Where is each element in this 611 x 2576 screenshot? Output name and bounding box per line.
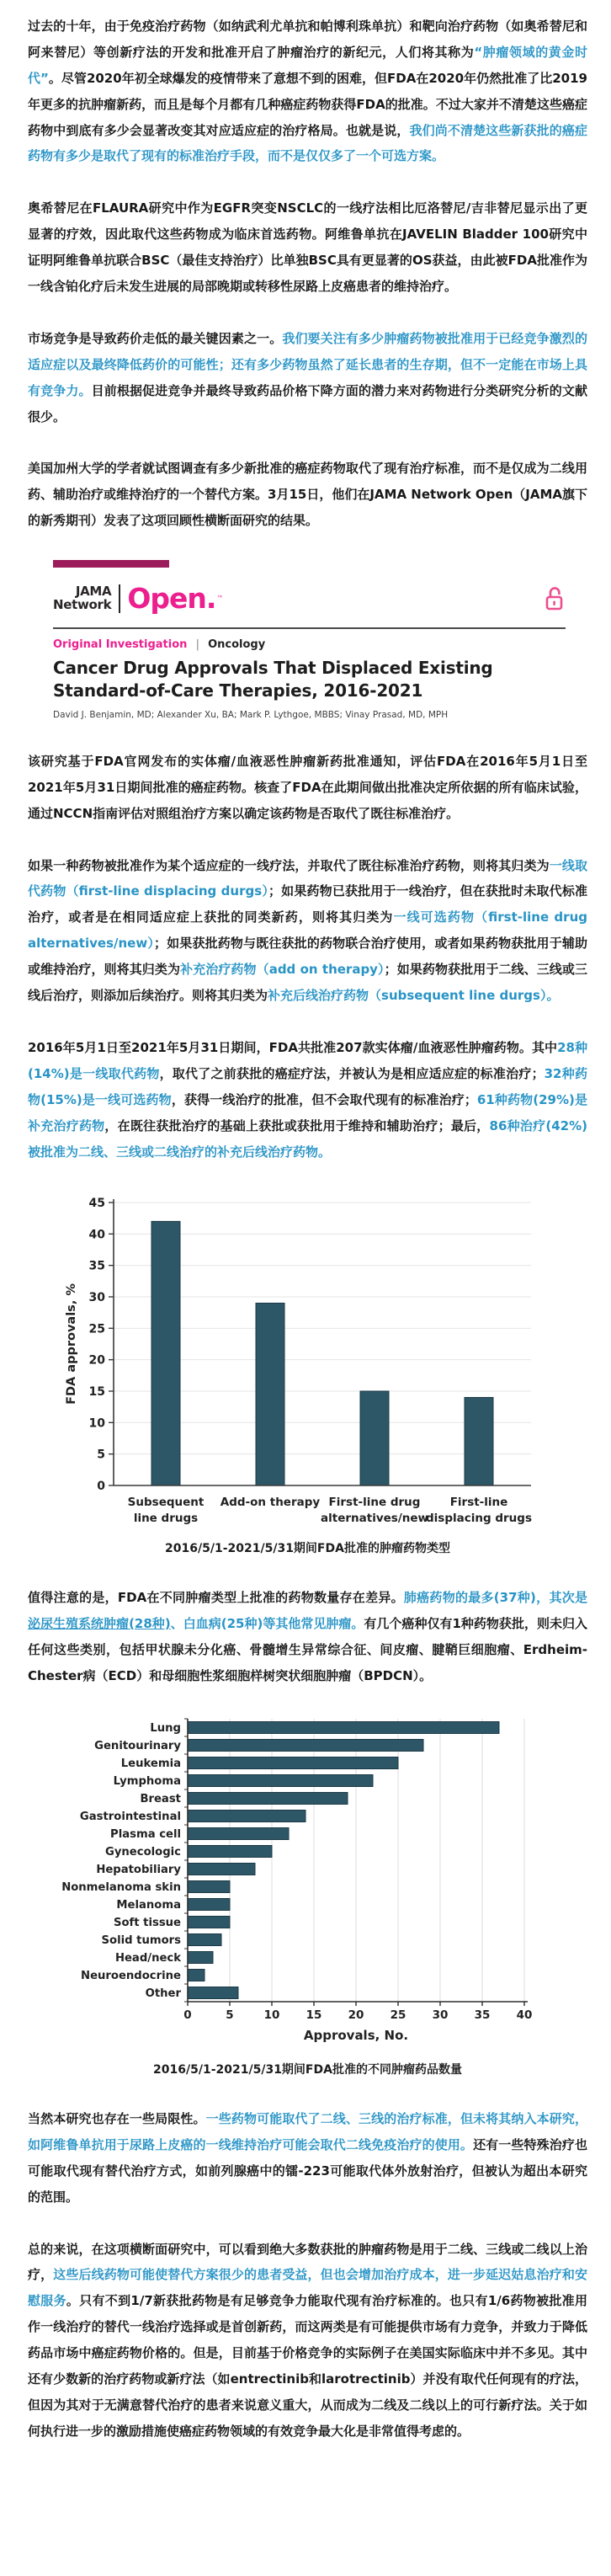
svg-text:line drugs: line drugs <box>133 1512 199 1526</box>
text-run: ；如果药物已获批用于一线治疗，但在获批时未取代标准治疗，或者是在相同适应症上获批的同类新药，则将其归类为 <box>28 883 587 925</box>
svg-text:40: 40 <box>516 2008 533 2022</box>
text-run: 泌尿生殖系统肿瘤(28种) <box>28 1616 171 1632</box>
text-run: 还有一些特殊治疗也可能取代现有替代治疗方式，如前列腺癌中的镭-223可能取代体外放射治疗，但被认为超出本研究的范围。 <box>28 2136 587 2205</box>
text-run: 61种药物(29%)是补充治疗药物 <box>28 1091 587 1133</box>
svg-text:10: 10 <box>88 1416 105 1431</box>
svg-text:Head/neck: Head/neck <box>114 1951 181 1965</box>
svg-text:30: 30 <box>88 1291 105 1305</box>
svg-text:0: 0 <box>183 2008 192 2022</box>
svg-text:25: 25 <box>88 1322 105 1336</box>
svg-text:Melanoma: Melanoma <box>116 1898 181 1912</box>
paragraph-examples <box>28 195 587 300</box>
text-run: ，在既往获批治疗的基础上获批或获批用于维持和辅助治疗；最后， <box>104 1117 490 1133</box>
text-run: ；如果获批药物与既往获批的药物联合治疗使用，或者如果药物获批用于辅助或维持治疗，则将其归类为 <box>28 936 587 978</box>
jama-logo-row <box>53 582 566 615</box>
svg-text:alternatives/new: alternatives/new <box>321 1512 428 1526</box>
text-run: “肿瘤领域的黄金时代” <box>28 44 587 86</box>
text-run: 总的来说，在这项横断面研究中，可以看到绝大多数获批的肿瘤药物是用于二线、三线或二线以上治疗， <box>28 2241 587 2283</box>
text-run: 一线取代药物（first-line displacing durgs） <box>28 857 587 899</box>
text-run: 一线可选药物（first-line drug alternatives/new） <box>28 909 587 952</box>
text-run: 86种治疗(42%)被批准为二线、三线或二线治疗的补充后线治疗药物。 <box>28 1117 587 1160</box>
figure1-caption: 2016/5/1-2021/5/31期间FDA批准的肿瘤药物类型 <box>165 1542 450 1556</box>
text-run: 32种药物(15%)是一线可选药物 <box>28 1065 587 1107</box>
article-category: Original Investigation <box>53 638 188 652</box>
text-run: 2016年5月1日至2021年5月31日期间，FDA共批准207款实体瘤/血液恶性肿瘤药物。其中 <box>28 1039 558 1055</box>
svg-text:Genitourinary: Genitourinary <box>94 1739 181 1752</box>
svg-text:Hepatobiliary: Hepatobiliary <box>96 1863 181 1876</box>
text-run: 补充治疗药物（add on therapy） <box>180 962 385 978</box>
svg-text:35: 35 <box>88 1260 105 1274</box>
svg-text:Nonmelanoma skin: Nonmelanoma skin <box>61 1880 181 1894</box>
text-run: 过去的十年，由于免疫治疗药物（如纳武利尤单抗和帕博利珠单抗）和靶向治疗药物（如奥希替尼和阿来替尼）等创新疗法的开发和批准开启了肿瘤治疗的新纪元，人们将其称为 <box>28 19 587 60</box>
tumor-type-approvals-bar-chart <box>61 1715 602 2049</box>
svg-text:Approvals, No.: Approvals, No. <box>303 2027 409 2043</box>
article-title: Cancer Drug Approvals That Displaced Existing Standard-of-Care Therapies, 2016-2021 <box>53 658 493 701</box>
paragraph-classification <box>28 853 587 1009</box>
text-run: ；如果药物获批用于二线、三线或三线后治疗，则添加后续治疗。则将其归类为 <box>28 962 587 1004</box>
svg-text:5: 5 <box>226 2008 234 2022</box>
svg-text:Lymphoma: Lymphoma <box>113 1774 181 1788</box>
jama-network-wordmark <box>53 585 111 612</box>
figure-approval-types <box>61 1191 587 1531</box>
text-run: 该研究基于FDA官网发布的实体瘤/血液恶性肿瘤新药批准通知，评估FDA在2016年5月1日至2021年5月31日期间批准的癌症药物。核查了FDA在此期间做出批准决定所依据的所有临床试验，通过NCCN指南评估对照组治疗方案以确定该药物是否取代了既往标准治疗。 <box>28 753 587 821</box>
logo-open-wordmark: Open. <box>127 582 216 616</box>
text-run: 值得注意的是，FDA在不同肿瘤类型上批准的药物数量存在差异。 <box>28 1590 404 1606</box>
logo-line-jama: JAMA <box>75 583 112 599</box>
svg-text:Other: Other <box>145 1987 181 2000</box>
paragraph-market-competition <box>28 326 587 430</box>
paragraph-tumor-types <box>28 1585 587 1689</box>
fda-approval-types-bar-chart <box>61 1191 543 1528</box>
svg-text:35: 35 <box>474 2008 491 2022</box>
open-access-lock-icon <box>545 585 564 611</box>
figure2-caption: 2016/5/1-2021/5/31期间FDA批准的不同肿瘤药品数量 <box>153 2062 462 2077</box>
paragraph-methods <box>28 749 587 827</box>
text-run: 肺癌药物的最多(37种)，其次是 <box>403 1590 587 1606</box>
svg-text:Leukemia: Leukemia <box>120 1757 181 1770</box>
text-run: 28种 (14%)是一线取代药物 <box>28 1039 587 1081</box>
jama-brand-bar <box>53 560 169 568</box>
paragraph-results <box>28 1035 587 1165</box>
paragraph-limitations <box>28 2106 587 2211</box>
svg-text:displacing drugs: displacing drugs <box>426 1512 532 1526</box>
svg-text:Gynecologic: Gynecologic <box>105 1845 181 1859</box>
svg-text:10: 10 <box>263 2008 280 2022</box>
text-run: 市场竞争是导致药价走低的最关键因素之一。 <box>28 330 283 346</box>
svg-text:Solid tumors: Solid tumors <box>101 1933 181 1947</box>
logo-divider <box>119 584 120 613</box>
text-run: 。只有不到1/7新获批药物是有足够竞争力能取代现有治疗标准的。也只有1/6药物被批准用作一线治疗的替代一线治疗选择或是首创新药，而这两类是有可能提供市场有力竞争，并致力于降低药品市场中癌症药物价格的。但是，目前基于价格竞争的实际例子在美国实际临床中并不多见。其中还有少数新的治疗药物或新疗法（如entrectinib和larotrectinib）并没有取代任何现有的疗法，但因为其对于无满意替代治疗的患者来说意义重大，从而成为二线及二线以上的可行新疗法。关于如何执行进一步的激励措施使癌症药物领域的有效竞争最大化是非常值得考虑的。 <box>28 2293 587 2439</box>
svg-text:45: 45 <box>88 1197 105 1211</box>
text-run: 美国加州大学的学者就试图调查有多少新批准的癌症药物取代了现有治疗标准，而不是仅成为二线用药、辅助治疗或维持治疗的一个替代方案。3月15日，他们在JAMA Network Open（JAMA旗下的新秀期刊）发表了这项回顾性横断面研究的结果。 <box>28 461 587 529</box>
svg-text:Plasma cell: Plasma cell <box>110 1827 181 1841</box>
paragraph-intro <box>28 13 587 169</box>
article-authors: David J. Benjamin, MD; Alexander Xu, BA; Mark P. Lythgoe, MBBS; Vinay Prasad, MD, MPH <box>53 709 449 720</box>
svg-text:Breast: Breast <box>140 1792 181 1805</box>
text-run: 我们要关注有多少肿瘤药物被批准用于已经竞争激烈的适应症以及最终降低药价的可能性；还有多少药物虽然了延长患者的生存期，但不一定能在市场上具有竞争力。 <box>28 330 587 398</box>
svg-text:Gastrointestinal: Gastrointestinal <box>79 1810 181 1823</box>
jama-network-open-logo <box>53 582 223 615</box>
paragraph-conclusion <box>28 2237 587 2445</box>
svg-text:40: 40 <box>88 1228 105 1242</box>
svg-text:First-line drug: First-line drug <box>328 1496 421 1510</box>
category-separator: | <box>195 638 199 652</box>
article-category-row <box>53 638 566 651</box>
text-run: 我们尚不清楚这些新获批的癌症药物有多少是取代了现有的标准治疗手段，而不是仅仅多了一个可选方案。 <box>28 122 587 164</box>
trademark-symbol: ™ <box>216 595 224 603</box>
svg-text:15: 15 <box>88 1385 105 1400</box>
svg-text:FDA approvals, %: FDA approvals, % <box>65 1283 78 1405</box>
svg-text:Lung: Lung <box>150 1721 181 1735</box>
text-run: 奥希替尼在FLAURA研究中作为EGFR突变NSCLC的一线疗法相比厄洛替尼/吉非替尼显示出了更显著的疗效，因此取代这些药物成为临床首选药物。阿维鲁单抗在JAVELIN Bladder 100研究中证明阿维鲁单抗联合BSC（最佳支持治疗）比单独BSC具有更显著的OS获益，由此被FDA批准作为一线含铂化疗后未发生进展的局部晚期或转移性尿路上皮癌患者的维持治疗。 <box>28 200 587 295</box>
svg-text:0: 0 <box>97 1480 105 1494</box>
paragraph-study-announcement <box>28 456 587 534</box>
text-run: 一些药物可能取代了二线、三线的治疗标准，但未将其纳入本研究，如阿维鲁单抗用于尿路上皮癌的一线维持治疗可能会取代二线免疫治疗的使用。 <box>28 2110 587 2152</box>
svg-text:Subsequent: Subsequent <box>127 1496 205 1510</box>
text-run: 当然本研究也存在一些局限性。 <box>28 2110 206 2126</box>
svg-text:5: 5 <box>97 1448 105 1463</box>
svg-text:Soft tissue: Soft tissue <box>113 1916 181 1929</box>
text-run: ，获得一线治疗的批准，但不会取代现有的标准治疗； <box>171 1091 477 1107</box>
text-run: 补充后线治疗药物（subsequent line durgs）。 <box>268 988 560 1004</box>
svg-text:Neuroendocrine: Neuroendocrine <box>81 1969 181 1982</box>
text-run: 。尽管2020年初全球爆发的疫情带来了意想不到的困难，但FDA在2020年仍然批准了比2019年更多的抗肿瘤新药，而且是每个月都有几种癌症药物获得FDA的批准。不过大家并不清楚这些癌症药物中到底有多少会显著改变其对应适应症的治疗格局。也就是说， <box>28 70 587 138</box>
article-section: Oncology <box>208 638 266 652</box>
text-run: 有几个癌种仅有1种药物获批，则未归入任何这些类别，包括甲状腺未分化癌、骨髓增生异常综合征、间皮瘤、腱鞘巨细胞瘤、Erdheim-Chester病（ECD）和母细胞性浆细胞样树突状细胞肿瘤（BPDCN）。 <box>28 1616 587 1684</box>
text-run: 目前根据促进竞争并最终导致药品价格下降方面的潜力来对药物进行分类研究分析的文献很少。 <box>28 382 587 424</box>
svg-text:20: 20 <box>348 2008 364 2022</box>
text-run: 、白血病(25种)等其他常见肿瘤。 <box>170 1616 364 1632</box>
text-run: 这些后线药物可能使替代方案很少的患者受益，但也会增加治疗成本，进一步延迟姑息治疗和安慰服务 <box>28 2267 587 2309</box>
text-run: 如果一种药物被批准作为某个适应症的一线疗法，并取代了既往标准治疗药物，则将其归类为 <box>28 857 550 873</box>
text-run: ，取代了之前获批的癌症疗法，并被认为是相应适应症的标准治疗； <box>159 1065 545 1081</box>
svg-text:30: 30 <box>432 2008 449 2022</box>
svg-text:15: 15 <box>306 2008 322 2022</box>
card-divider-rule <box>53 627 566 629</box>
logo-line-network: Network <box>53 596 112 612</box>
svg-text:First-line: First-line <box>449 1496 508 1510</box>
svg-text:20: 20 <box>88 1354 105 1368</box>
svg-text:Add-on therapy: Add-on therapy <box>220 1496 321 1510</box>
jama-article-card <box>53 560 566 720</box>
svg-text:25: 25 <box>390 2008 406 2022</box>
figure-tumor-type-counts <box>61 1715 587 2052</box>
